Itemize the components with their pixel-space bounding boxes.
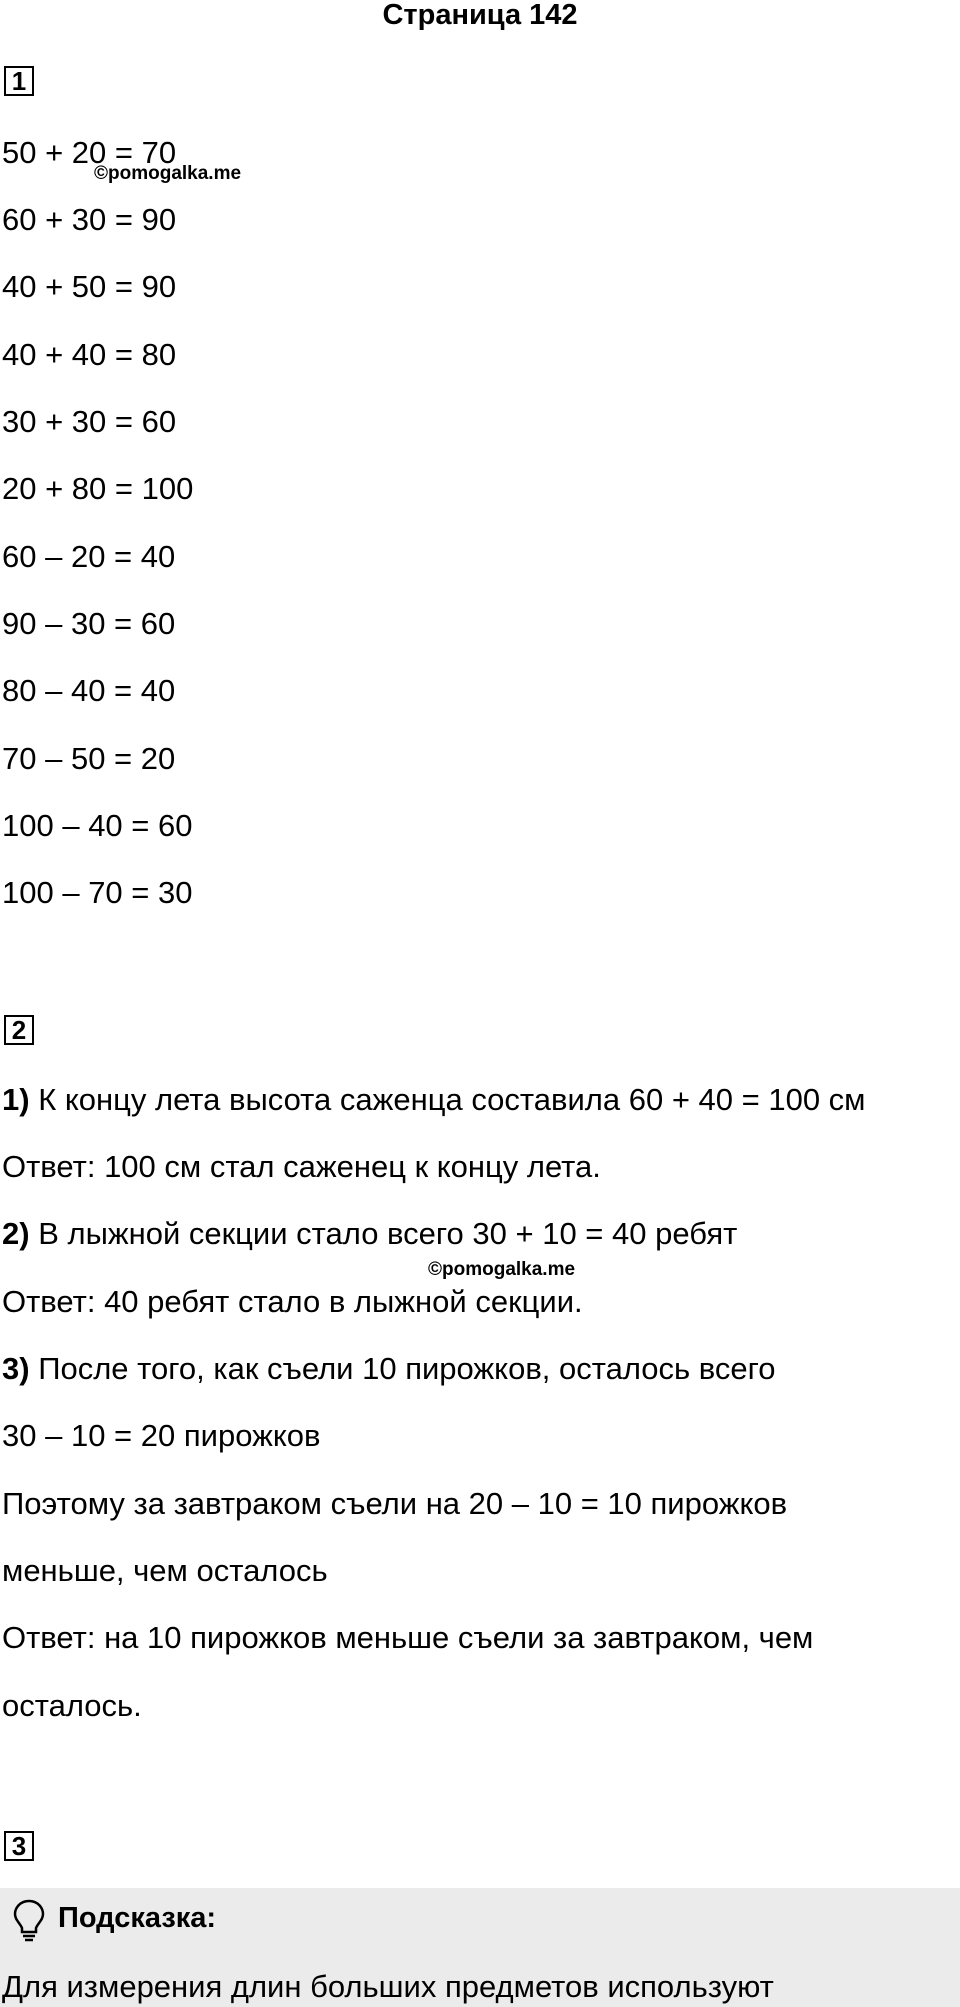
part-label: 2)	[2, 1216, 30, 1251]
part-label: 1)	[2, 1082, 30, 1117]
task1-line-8: 90 – 30 = 60	[2, 606, 176, 641]
hint-title: Подсказка:	[58, 1902, 217, 1934]
part-text: После того, как съели 10 пирожков, осталось всего	[29, 1351, 776, 1386]
part-text: К концу лета высота саженца составила 60 + 40 = 100 см	[29, 1082, 866, 1117]
part-text: В лыжной секции стало всего 30 + 10 = 40 ребят	[29, 1216, 738, 1251]
task2-part3-line4: меньше, чем осталось	[2, 1553, 328, 1588]
task1-line-5: 30 + 30 = 60	[2, 404, 177, 439]
watermark: ©pomogalka.me	[94, 163, 242, 184]
watermark: ©pomogalka.me	[428, 1259, 576, 1280]
task2-part3	[2, 1349, 776, 1389]
task2-part1	[2, 1080, 866, 1120]
task1-line-11: 100 – 40 = 60	[2, 808, 193, 843]
task-number-1: 1	[4, 66, 34, 96]
task1-line-4: 40 + 40 = 80	[2, 337, 177, 372]
task2-answer1: Ответ: 100 см стал саженец к концу лета.	[2, 1149, 601, 1184]
task1-line-9: 80 – 40 = 40	[2, 673, 176, 708]
lightbulb-icon	[12, 1898, 46, 1942]
task2-answer2: Ответ: 40 ребят стало в лыжной секции.	[2, 1284, 583, 1319]
task2-part3-line2: 30 – 10 = 20 пирожков	[2, 1418, 321, 1453]
task2-part3-line3: Поэтому за завтраком съели на 20 – 10 = 10 пирожков	[2, 1486, 788, 1521]
task1-line-1: 50 + 20 = 70	[2, 135, 177, 170]
task-number-3: 3	[4, 1831, 34, 1861]
part-label: 3)	[2, 1351, 30, 1386]
task1-line-10: 70 – 50 = 20	[2, 741, 176, 776]
task1-line-12: 100 – 70 = 30	[2, 875, 193, 910]
task2-answer3-cont: осталось.	[2, 1688, 142, 1723]
hint-text: Для измерения длин больших предметов используют	[2, 1969, 774, 2004]
task-number-2: 2	[4, 1015, 34, 1045]
task2-answer3: Ответ: на 10 пирожков меньше съели за завтраком, чем	[2, 1620, 814, 1655]
page-title: Страница 142	[382, 0, 578, 31]
task1-line-3: 40 + 50 = 90	[2, 269, 177, 304]
task1-line-7: 60 – 20 = 40	[2, 539, 176, 574]
task2-part2	[2, 1214, 737, 1254]
task1-line-2: 60 + 30 = 90	[2, 202, 177, 237]
task1-line-6: 20 + 80 = 100	[2, 471, 194, 506]
